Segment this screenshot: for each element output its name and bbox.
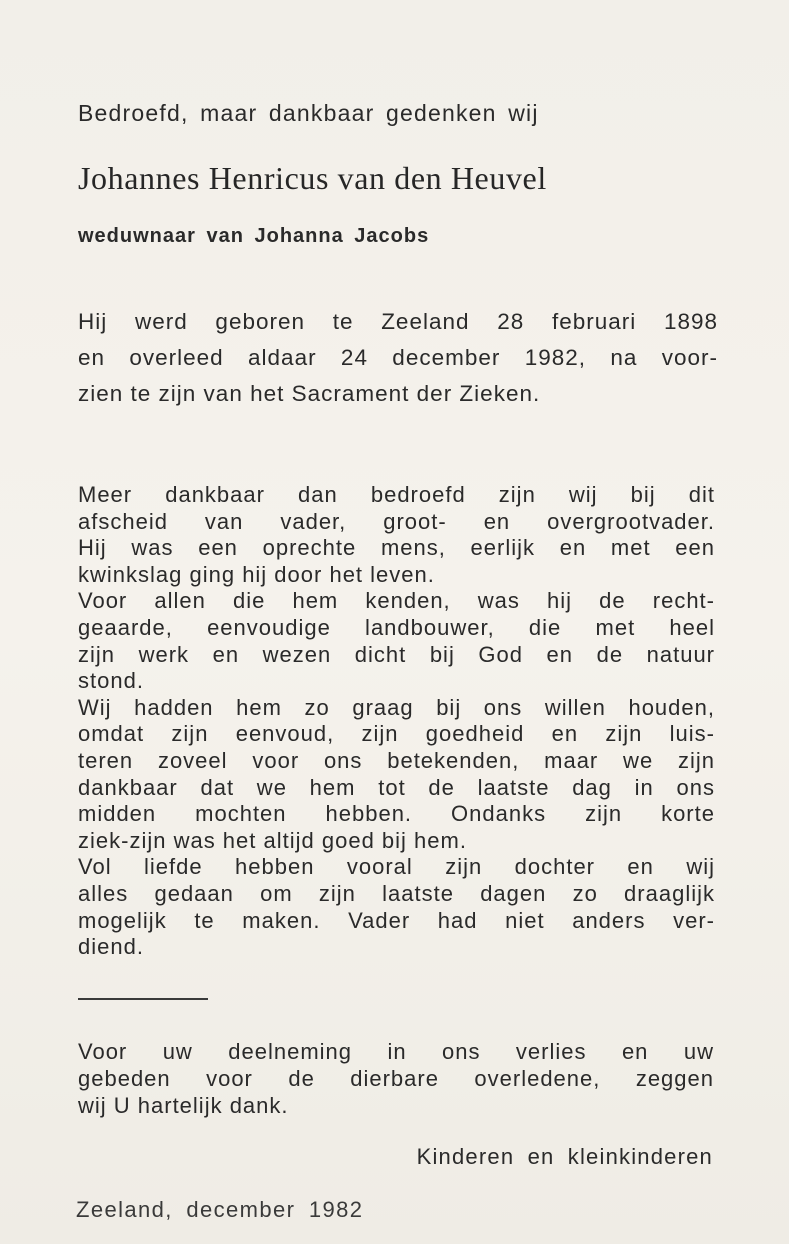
tribute-line: alles gedaan om zijn laatste dagen zo draaglijk xyxy=(78,880,715,906)
birth-line: en overleed aldaar 24 december 1982, na voor- xyxy=(78,345,718,370)
signature-line: Kinderen en kleinkinderen xyxy=(416,1144,713,1169)
tribute-line: omdat zijn eenvoud, zijn goedheid en zijn luis- xyxy=(78,721,715,747)
tribute-line: ziek-zijn was het altijd goed bij hem. xyxy=(78,827,467,853)
thanks-line: gebeden voor de dierbare overledene, zeggen xyxy=(78,1066,714,1091)
birth-line: Hij werd geboren te Zeeland 28 februari 1898 xyxy=(78,309,718,334)
intro-line: Bedroefd, maar dankbaar gedenken wij xyxy=(78,100,539,126)
thanks-line: wij U hartelijk dank. xyxy=(78,1093,289,1118)
tribute-line: geaarde, eenvoudige landbouwer, die met heel xyxy=(78,614,715,640)
tribute-line: afscheid van vader, groot- en overgrootvader. xyxy=(78,508,715,534)
place-date-line: Zeeland, december 1982 xyxy=(76,1197,364,1222)
tribute-line: mogelijk te maken. Vader had niet anders ver- xyxy=(78,907,715,933)
tribute-line: diend. xyxy=(78,934,144,960)
tribute-line: kwinkslag ging hij door het leven. xyxy=(78,561,435,587)
tribute-line: stond. xyxy=(78,668,144,694)
tribute-line: dankbaar dat we hem tot de laatste dag in ons xyxy=(78,774,715,800)
tribute-paragraph xyxy=(78,482,715,961)
divider-line xyxy=(78,998,208,1000)
thanks-paragraph xyxy=(78,1038,714,1119)
widower-line: weduwnaar van Johanna Jacobs xyxy=(78,225,430,247)
tribute-line: Hij was een oprechte mens, eerlijk en met een xyxy=(78,535,715,561)
birth-death-paragraph xyxy=(78,304,718,412)
birth-line: zien te zijn van het Sacrament der Zieken. xyxy=(78,381,541,406)
tribute-line: teren zoveel voor ons betekenden, maar we zijn xyxy=(78,747,715,773)
tribute-line: Voor allen die hem kenden, was hij de recht- xyxy=(78,588,715,614)
tribute-line: Meer dankbaar dan bedroefd zijn wij bij dit xyxy=(78,482,715,507)
deceased-name: Johannes Henricus van den Heuvel xyxy=(78,160,547,196)
tribute-line: midden mochten hebben. Ondanks zijn korte xyxy=(78,801,715,827)
tribute-line: zijn werk en wezen dicht bij God en de natuur xyxy=(78,641,715,667)
tribute-line: Wij hadden hem zo graag bij ons willen houden, xyxy=(78,694,715,720)
tribute-line: Vol liefde hebben vooral zijn dochter en wij xyxy=(78,854,715,880)
thanks-line: Voor uw deelneming in ons verlies en uw xyxy=(78,1039,714,1064)
